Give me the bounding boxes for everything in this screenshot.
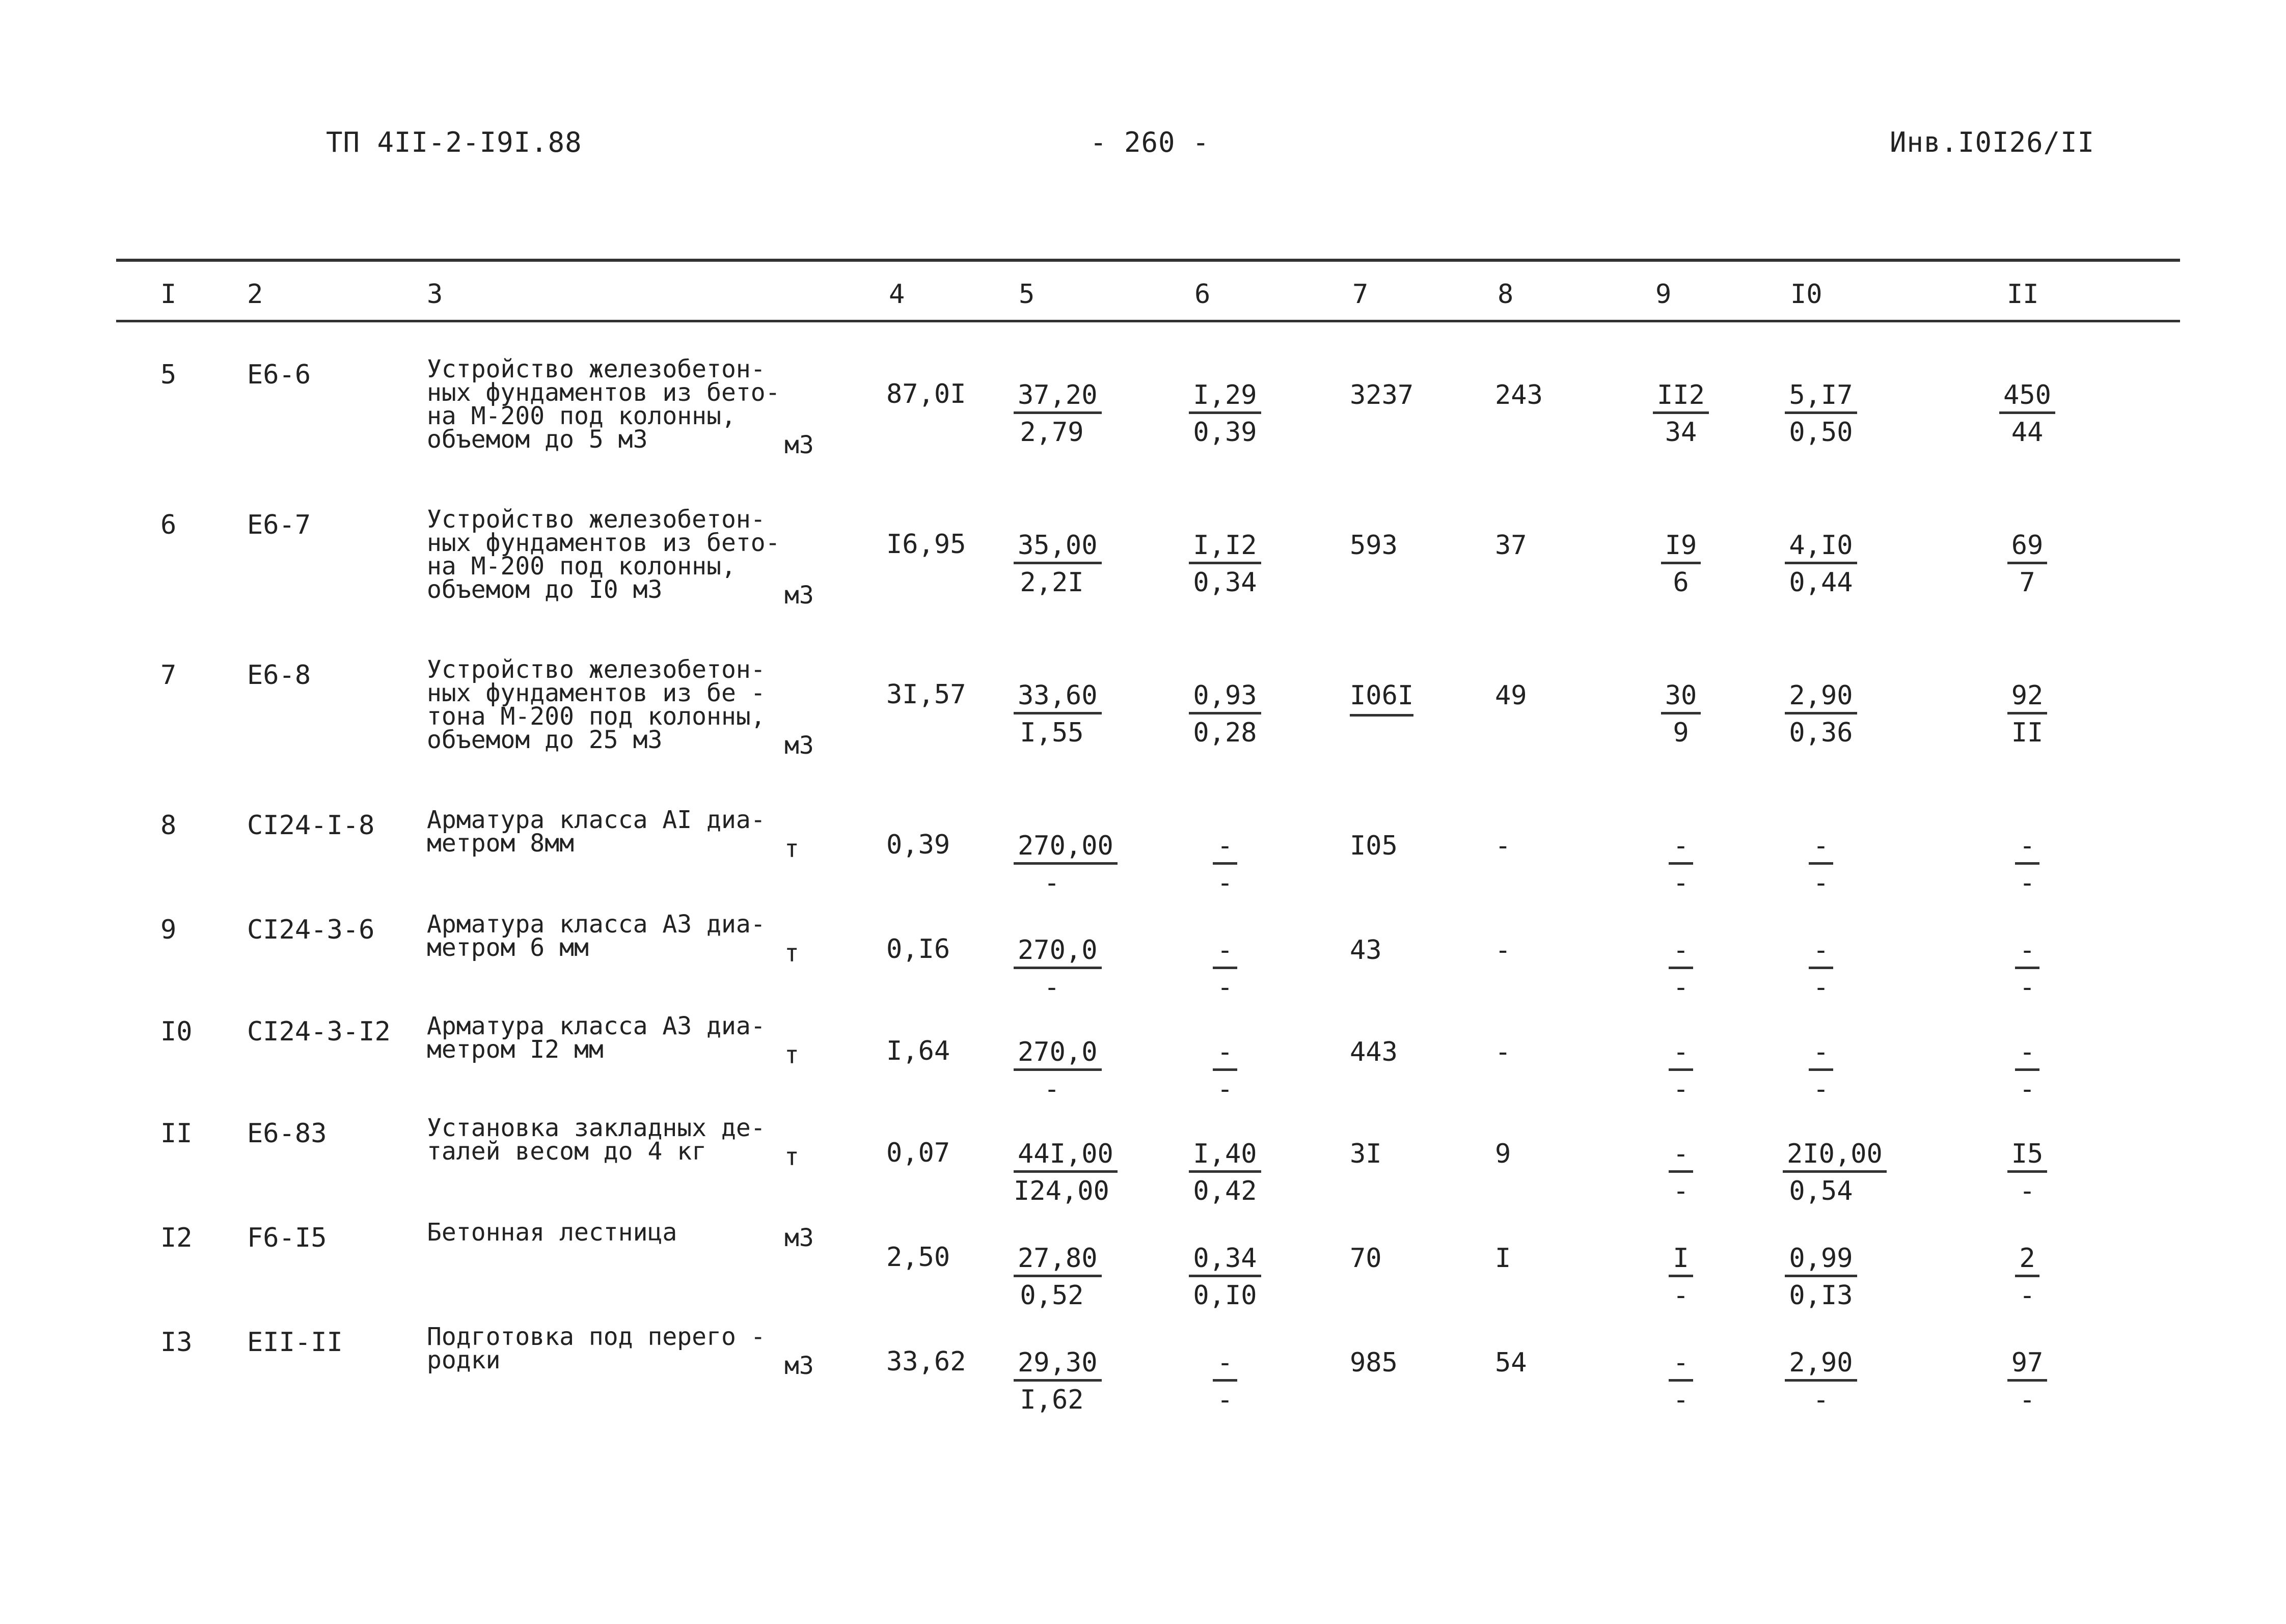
total-cost-value: 985 [1350,1347,1398,1378]
unit-of-measure: м3 [784,581,814,610]
fraction-numerator: - [1213,833,1237,865]
total-cost [1350,382,1413,408]
table-header-rule [116,320,2180,322]
labor-fraction [1783,937,1859,1001]
fraction-numerator: - [1213,937,1237,969]
column-header: I [160,279,177,310]
total-cost [1350,1347,1398,1378]
fraction-denominator: 0,28 [1193,718,1257,748]
work-description: Устройство железобетон- ных фундаментов из бето- на М-200 под колонны, объемом до 5 м3 [427,355,780,454]
machine-fraction [1643,1141,1719,1204]
inventory-number: Инв.I0I26/II [1890,126,2095,158]
wages-total-value: - [1495,831,1511,861]
wages-total-value: 37 [1495,530,1527,561]
fraction-numerator: 4,I0 [1785,532,1857,564]
rate-code: СI24-3-6 [247,915,375,945]
work-description: Бетонная лестница [427,1218,677,1247]
work-description: Подготовка под перего - родки [427,1323,766,1374]
fraction-denominator: 0,50 [1789,417,1853,448]
document-code: ТП 4II-2-I9I.88 [326,126,582,158]
wages-total-value: 54 [1495,1347,1527,1378]
column-header: 5 [1019,279,1035,310]
fraction-denominator: - [1217,868,1233,898]
fraction-denominator: 2,79 [1020,417,1084,448]
rate-code: Е6-7 [247,510,311,540]
column-header: 2 [247,279,263,310]
fraction-denominator: 34 [1665,417,1697,448]
fraction-denominator: - [1813,1385,1829,1415]
row-number: 9 [160,915,177,945]
fraction-denominator: I,62 [1020,1385,1084,1415]
unit-of-measure: м3 [784,1224,814,1252]
quantity: I6,95 [886,529,966,560]
total-labor-fraction [1989,1245,2065,1309]
unit-cost-fraction [1014,380,1098,448]
unit-of-measure: т [784,1041,799,1069]
fraction-numerator: - [1669,1039,1693,1071]
fraction-denominator: 0,44 [1789,567,1853,598]
unit-of-measure: м3 [784,431,814,459]
quantity: 3I,57 [886,679,966,710]
unit-cost-fraction [1014,1037,1098,1105]
unit-cost-fraction [1014,935,1098,1003]
wages-total [1495,682,1527,709]
fraction-numerator: 29,30 [1014,1350,1102,1382]
wages-total-value: 49 [1495,680,1527,711]
fraction-denominator: 0,34 [1193,567,1257,598]
fraction-denominator: I24,00 [1014,1176,1109,1206]
fraction-denominator: - [1217,1074,1233,1105]
unit-cost-fraction [1014,1139,1113,1206]
labor-fraction [1783,1245,1859,1309]
fraction-denominator: - [1044,972,1060,1003]
fraction-numerator: I [1669,1245,1693,1277]
row-number: 8 [160,810,177,841]
total-cost-value: 70 [1350,1243,1382,1274]
total-cost-value: 593 [1350,530,1398,561]
fraction-numerator: I,40 [1189,1141,1261,1173]
fraction-numerator: 0,99 [1785,1245,1857,1277]
fraction-numerator: 270,00 [1014,833,1118,865]
total-cost-value: 3237 [1350,380,1414,410]
wages-total-value: 243 [1495,380,1543,410]
labor-fraction [1783,532,1859,596]
machine-fraction [1643,1245,1719,1309]
fraction-numerator: 270,0 [1014,1039,1102,1071]
wages-total [1495,833,1511,859]
work-description: Устройство железобетон- ных фундаментов из бе - тона М-200 под колонны, объемом до 25 м3 [427,655,766,754]
unit-of-measure: м3 [784,1352,814,1380]
fraction-denominator: 0,36 [1789,718,1853,748]
unit-cost-fraction [1014,530,1098,598]
wages-total-value: - [1495,1037,1511,1067]
total-labor-fraction [1989,1347,2065,1415]
fraction-numerator: 69 [2007,532,2048,564]
fraction-numerator: 37,20 [1014,382,1102,414]
fraction-denominator: - [1813,972,1829,1003]
fraction-numerator: 2I0,00 [1783,1141,1887,1173]
fraction-denominator: 0,42 [1193,1176,1257,1206]
wage-fraction [1187,382,1263,446]
column-header: 9 [1655,279,1672,310]
fraction-numerator: - [1213,1350,1237,1382]
total-cost [1350,532,1398,559]
fraction-denominator: - [2019,1074,2035,1105]
fraction-numerator: 30 [1661,682,1701,714]
quantity: 87,0I [886,379,966,409]
unit-cost-fraction [1014,1347,1098,1415]
fraction-denominator: II [2011,718,2044,748]
machine-fraction [1643,833,1719,896]
labor-fraction [1783,1139,1883,1206]
fraction-denominator: - [1673,972,1689,1003]
fraction-denominator: - [2019,1385,2035,1415]
rate-code: F6-I5 [247,1223,327,1253]
column-header: 6 [1194,279,1211,310]
total-labor-fraction [1989,682,2065,746]
fraction-numerator: - [2015,833,2039,865]
fraction-numerator: 92 [2007,682,2048,714]
row-number: II [160,1118,193,1149]
unit-of-measure: т [784,939,799,968]
fraction-numerator: 35,00 [1014,532,1102,564]
fraction-denominator: - [1217,972,1233,1003]
work-description: Арматура класса А3 диа- метром 6 мм [427,910,766,962]
fraction-numerator: - [1809,1039,1833,1071]
rate-code: Е6-8 [247,660,311,691]
fraction-numerator: - [1669,1350,1693,1382]
fraction-numerator: 33,60 [1014,682,1102,714]
fraction-denominator: 0,54 [1789,1176,1853,1206]
unit-of-measure: т [784,835,799,863]
rate-code: Е6-83 [247,1118,327,1149]
quantity: 2,50 [886,1242,950,1273]
machine-fraction [1643,1039,1719,1103]
labor-fraction [1783,1347,1859,1415]
wages-total [1495,1245,1511,1272]
fraction-numerator: 450 [1999,382,2055,414]
total-cost [1350,682,1413,709]
fraction-numerator: I,I2 [1189,532,1261,564]
wage-fraction [1187,532,1263,596]
wage-fraction [1187,833,1263,896]
total-cost [1350,1039,1398,1065]
rate-code: СI24-3-I2 [247,1016,391,1047]
total-cost [1350,833,1398,859]
column-header: II [2007,279,2039,310]
fraction-denominator: - [1673,1176,1689,1206]
wages-total [1495,532,1527,559]
total-cost [1350,1245,1382,1272]
fraction-numerator: 97 [2007,1350,2048,1382]
quantity: 0,39 [886,830,950,860]
total-labor-fraction [1989,833,2065,896]
fraction-denominator: - [1044,868,1060,898]
total-labor-fraction [1989,1141,2065,1204]
fraction-denominator: 44 [2011,417,2044,448]
wages-total-value: 9 [1495,1139,1511,1169]
wage-fraction [1187,1245,1263,1309]
wage-fraction [1187,1347,1263,1415]
fraction-denominator: 7 [2019,567,2035,598]
fraction-numerator: - [1669,937,1693,969]
rate-code: Е6-6 [247,360,311,390]
wages-total [1495,1141,1511,1167]
row-number: I2 [160,1223,193,1253]
rate-code: ЕII-II [247,1327,343,1358]
wages-total-value: I [1495,1243,1511,1274]
fraction-numerator: II2 [1653,382,1709,414]
wage-fraction [1187,682,1263,746]
labor-fraction [1783,382,1859,446]
quantity: 33,62 [886,1346,966,1377]
labor-fraction [1783,682,1859,746]
fraction-numerator: - [1809,833,1833,865]
fraction-denominator: 6 [1673,567,1689,598]
fraction-denominator: 0,39 [1193,417,1257,448]
total-cost-value: 43 [1350,935,1382,966]
total-labor-fraction [1989,382,2065,446]
fraction-numerator: 2 [2015,1245,2039,1277]
fraction-denominator: - [1673,1280,1689,1311]
wages-total-value: - [1495,935,1511,966]
unit-cost-fraction [1014,1243,1098,1311]
row-number: 7 [160,660,177,691]
fraction-denominator: - [2019,1176,2035,1206]
total-cost-value: I06I [1350,680,1413,717]
total-labor-fraction [1989,1039,2065,1103]
column-header: 7 [1352,279,1369,310]
machine-fraction [1643,1347,1719,1415]
fraction-numerator: 0,34 [1189,1245,1261,1277]
rate-code: СI24-I-8 [247,810,375,841]
labor-fraction [1783,1039,1859,1103]
fraction-numerator: - [1669,1141,1693,1173]
row-number: 6 [160,510,177,540]
column-header: 8 [1498,279,1514,310]
fraction-denominator: - [1044,1074,1060,1105]
total-cost-value: 3I [1350,1139,1382,1169]
labor-fraction [1783,833,1859,896]
wages-total [1495,1347,1527,1378]
fraction-denominator: - [1217,1385,1233,1415]
fraction-numerator: 2,90 [1785,682,1857,714]
machine-fraction [1643,382,1719,446]
row-number: I0 [160,1016,193,1047]
fraction-denominator: - [2019,868,2035,898]
table-top-rule [116,259,2180,262]
wage-fraction [1187,1141,1263,1204]
fraction-numerator: 27,80 [1014,1245,1102,1277]
work-description: Устройство железобетон- ных фундаментов из бето- на М-200 под колонны, объемом до I0 м3 [427,505,780,604]
fraction-numerator: 270,0 [1014,937,1102,969]
fraction-numerator: I9 [1661,532,1701,564]
machine-fraction [1643,682,1719,746]
fraction-numerator: 44I,00 [1014,1141,1118,1173]
machine-fraction [1643,532,1719,596]
fraction-denominator: - [2019,1280,2035,1311]
total-labor-fraction [1989,532,2065,596]
wages-total [1495,937,1511,964]
fraction-numerator: 2,90 [1785,1350,1857,1382]
total-cost-value: 443 [1350,1037,1398,1067]
page-number: - 260 - [1090,126,1210,158]
fraction-denominator: I,55 [1020,718,1084,748]
fraction-denominator: - [1673,1385,1689,1415]
fraction-numerator: - [2015,1039,2039,1071]
column-header: I0 [1790,279,1822,310]
fraction-denominator: - [1813,868,1829,898]
total-cost [1350,937,1382,964]
fraction-denominator: 9 [1673,718,1689,748]
fraction-denominator: - [1673,868,1689,898]
fraction-denominator: 0,52 [1020,1280,1084,1311]
fraction-denominator: - [1813,1074,1829,1105]
work-description: Арматура класса АI диа- метром 8мм [427,806,766,858]
fraction-denominator: 0,I3 [1789,1280,1853,1311]
fraction-numerator: I5 [2007,1141,2048,1173]
quantity: I,64 [886,1036,950,1066]
fraction-numerator: 0,93 [1189,682,1261,714]
machine-fraction [1643,937,1719,1001]
fraction-numerator: - [1669,833,1693,865]
total-labor-fraction [1989,937,2065,1001]
fraction-numerator: - [2015,937,2039,969]
column-header: 4 [889,279,905,310]
unit-of-measure: м3 [784,731,814,760]
fraction-denominator: - [1673,1074,1689,1105]
fraction-denominator: 0,I0 [1193,1280,1257,1311]
quantity: 0,07 [886,1138,950,1168]
quantity: 0,I6 [886,934,950,965]
row-number: I3 [160,1327,193,1358]
fraction-denominator: 2,2I [1020,567,1084,598]
fraction-numerator: I,29 [1189,382,1261,414]
unit-cost-fraction [1014,831,1113,898]
wages-total [1495,382,1543,408]
total-cost [1350,1141,1382,1167]
unit-cost-fraction [1014,680,1098,748]
fraction-numerator: - [1213,1039,1237,1071]
wage-fraction [1187,937,1263,1001]
total-cost-value: I05 [1350,831,1398,861]
wage-fraction [1187,1039,1263,1103]
fraction-numerator: - [1809,937,1833,969]
work-description: Арматура класса А3 диа- метром I2 мм [427,1012,766,1064]
wages-total [1495,1039,1511,1065]
fraction-numerator: 5,I7 [1785,382,1857,414]
fraction-denominator: - [2019,972,2035,1003]
column-header: 3 [427,279,443,310]
unit-of-measure: т [784,1143,799,1171]
row-number: 5 [160,360,177,390]
work-description: Установка закладных де- талей весом до 4 кг [427,1114,766,1166]
